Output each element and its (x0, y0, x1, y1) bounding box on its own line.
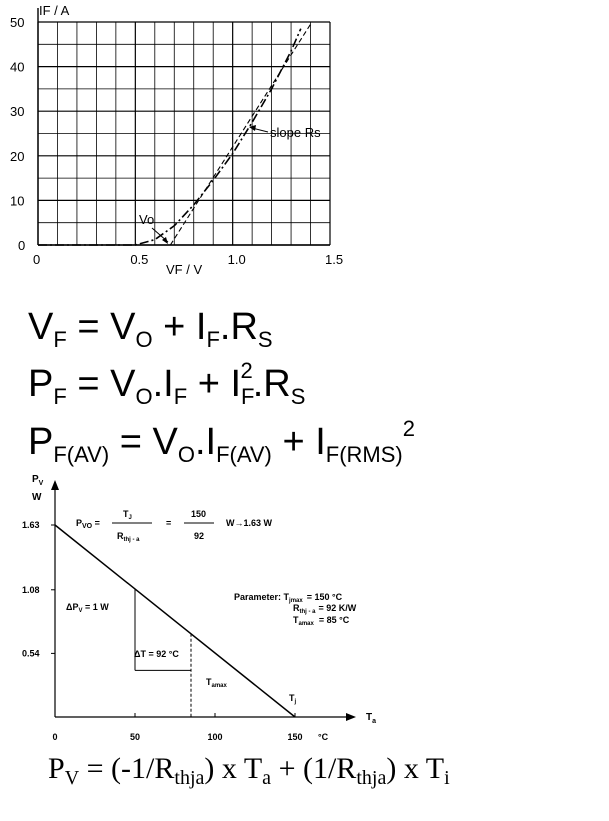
chart1-annotation-slope: slope Rs (270, 125, 321, 140)
chart2-xlabel: $T_a$ (366, 712, 377, 725)
pvo-numerator: $T_J$ (123, 509, 132, 521)
y-tick-label: 20 (10, 148, 25, 164)
y-tick-label: 0.54 (22, 648, 40, 659)
tj-point-label: $T_j$ (289, 693, 297, 705)
chart2-xunit: °C (318, 732, 329, 742)
x-tick-label: 0 (52, 732, 58, 742)
pvo-equals: = (166, 518, 172, 528)
y-tick-label: 1.08 (22, 584, 40, 595)
equation-pf: $P_F = V_O.I_F + I_F^2.R_S$ (28, 358, 306, 409)
equation-vf: $V_F = V_O + I_F.R_S$ (28, 306, 273, 352)
power-derating-chart (0, 465, 609, 755)
pvo-label: $P_{VO}$ = (76, 518, 100, 530)
chart2-ylabel-unit: W (32, 492, 42, 503)
x-tick-label: 0 (33, 252, 41, 267)
x-tick-label: 1.0 (227, 252, 246, 267)
pvo-num: 150 (191, 509, 207, 519)
series-line-1 (38, 29, 301, 245)
chart1-ylabel: IF / A (39, 3, 70, 18)
x-axis-arrowhead (346, 713, 356, 721)
y-tick-label: 0 (18, 238, 26, 253)
delta-pv-label: $\Delta P_V = 1$ W (66, 602, 109, 614)
chart1-xlabel: VF / V (166, 262, 203, 277)
tamax-label: $T_{amax}$ (206, 677, 227, 689)
x-tick-label: 0.5 (130, 252, 149, 267)
x-tick-label: 150 (287, 732, 303, 742)
y-tick-label: 10 (10, 193, 25, 209)
chart1-tick-labels (10, 15, 343, 267)
x-tick-label: 1.5 (325, 252, 344, 267)
delta-t-label: ΔT = 92 °C (134, 649, 179, 659)
chart2-tick-labels (22, 520, 303, 742)
y-tick-label: 30 (10, 104, 25, 120)
y-tick-label: 40 (10, 59, 25, 75)
x-tick-label: 50 (130, 732, 141, 742)
y-tick-label: 1.63 (22, 520, 40, 530)
chart1-annotation-arrows (152, 125, 268, 244)
pvo-den: 92 (194, 531, 205, 541)
equation-pfav: $P_{F(AV)} = V_O.I_{F(AV)} + I_{F(RMS)}^2$ (28, 416, 415, 467)
pvo-result: W→1.63 W (226, 518, 273, 528)
param-rthja: $R_{thj - a} = 92$ K/W (293, 603, 357, 615)
chart2-series (55, 525, 295, 717)
x-tick-label: 100 (207, 732, 223, 742)
pvo-denominator: $R_{thj - a}$ (117, 531, 140, 543)
chart1-annotation-vo: Vo (139, 212, 155, 227)
equation-pv: $P_V = (-1/R_{thja})$ x $T_a + (1/R_{thja})$ x $T_i$ (48, 752, 450, 789)
chart2-ylabel: $P_V$ (32, 474, 44, 487)
y-axis-arrowhead (51, 480, 59, 490)
power-line (55, 525, 295, 717)
param-tjmax: Parameter: $T_{jmax} = 150$ °C (234, 592, 343, 604)
forward-characteristic-chart (0, 0, 609, 285)
param-tamax: $T_{amax} = 85$ °C (293, 615, 350, 627)
y-tick-label: 50 (10, 15, 25, 30)
